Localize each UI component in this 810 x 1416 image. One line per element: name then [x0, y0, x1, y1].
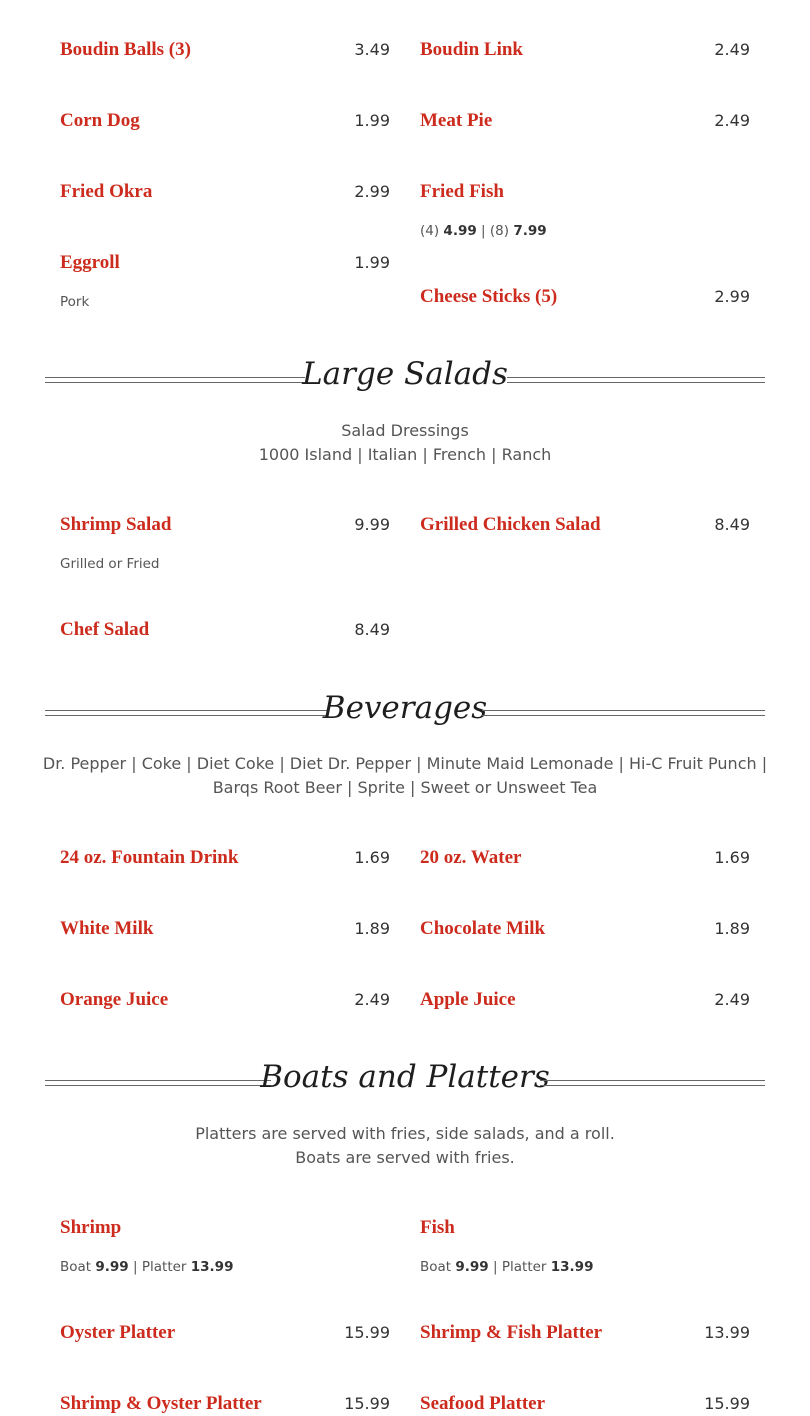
item-name: Shrimp & Oyster Platter — [60, 1393, 262, 1414]
item-name: Eggroll — [60, 252, 120, 273]
item-name: 24 oz. Fountain Drink — [60, 847, 239, 868]
item-name: Shrimp — [60, 1217, 122, 1238]
boat-note: Boats are served with fries. — [295, 1148, 515, 1167]
item-options — [420, 221, 547, 241]
item-name: Boudin Link — [420, 39, 523, 60]
separator: | — [481, 223, 486, 239]
item-price: 15.99 — [704, 1394, 750, 1413]
separator: | — [133, 1259, 138, 1275]
dressing-list: 1000 Island | Italian | French | Ranch — [258, 445, 552, 464]
item-name: Fried Okra — [60, 181, 153, 202]
separator: | — [493, 1259, 498, 1275]
item-price: 2.49 — [714, 40, 750, 59]
option-price: 9.99 — [455, 1259, 489, 1275]
beverage-list: Dr. Pepper | Coke | Diet Coke | Diet Dr. Pepper | Minute Maid Lemonade | Hi-C Fruit Punch | — [42, 754, 768, 773]
item-name: Cheese Sticks (5) — [420, 286, 558, 307]
beverage-list: Barqs Root Beer | Sprite | Sweet or Unsweet Tea — [212, 778, 598, 797]
option-price: 7.99 — [513, 223, 547, 239]
item-price: 1.99 — [354, 253, 390, 272]
item-price: 15.99 — [344, 1323, 390, 1342]
option-label: Platter — [501, 1259, 547, 1275]
divider — [540, 1080, 765, 1086]
item-price: 1.99 — [354, 111, 390, 130]
item-price: 1.69 — [714, 848, 750, 867]
item-price: 2.49 — [714, 111, 750, 130]
item-name: Corn Dog — [60, 110, 140, 131]
item-price: 9.99 — [354, 515, 390, 534]
item-price: 2.99 — [354, 182, 390, 201]
item-name: Boudin Balls (3) — [60, 39, 191, 60]
option-price: 9.99 — [95, 1259, 129, 1275]
item-description: Grilled or Fried — [60, 556, 160, 572]
option-label: Boat — [60, 1259, 92, 1275]
item-options — [420, 1257, 593, 1277]
option-label: Platter — [141, 1259, 187, 1275]
item-name: White Milk — [60, 918, 154, 939]
item-price: 1.89 — [714, 919, 750, 938]
item-options — [60, 1257, 233, 1277]
item-name: Shrimp & Fish Platter — [420, 1322, 603, 1343]
item-price: 13.99 — [704, 1323, 750, 1342]
item-name: 20 oz. Water — [420, 847, 522, 868]
dressing-label: Salad Dressings — [341, 421, 469, 440]
item-name: Chef Salad — [60, 619, 150, 640]
item-description: Pork — [60, 294, 90, 310]
option-label: (4) — [420, 223, 440, 239]
item-name: Fish — [420, 1217, 455, 1238]
item-name: Orange Juice — [60, 989, 169, 1010]
item-price: 1.89 — [354, 919, 390, 938]
item-name: Apple Juice — [420, 989, 516, 1010]
divider — [482, 710, 765, 716]
section-heading: Beverages — [322, 690, 488, 726]
divider — [507, 377, 765, 383]
section-heading: Large Salads — [302, 356, 508, 392]
item-name: Chocolate Milk — [420, 918, 546, 939]
item-name: Oyster Platter — [60, 1322, 176, 1343]
option-price: 4.99 — [443, 223, 477, 239]
platter-note: Platters are served with fries, side salads, and a roll. — [195, 1124, 615, 1143]
item-price: 2.49 — [354, 990, 390, 1009]
item-price: 15.99 — [344, 1394, 390, 1413]
option-label: (8) — [489, 223, 510, 239]
item-price: 2.99 — [714, 287, 750, 306]
section-heading: Boats and Platters — [260, 1059, 550, 1095]
item-price: 1.69 — [354, 848, 390, 867]
item-name: Grilled Chicken Salad — [420, 514, 601, 535]
option-price: 13.99 — [190, 1259, 234, 1275]
item-name: Seafood Platter — [420, 1393, 546, 1414]
item-price: 2.49 — [714, 990, 750, 1009]
item-price: 8.49 — [354, 620, 390, 639]
option-label: Boat — [420, 1259, 452, 1275]
item-name: Fried Fish — [420, 181, 504, 202]
option-price: 13.99 — [550, 1259, 594, 1275]
item-name: Meat Pie — [420, 110, 493, 131]
item-price: 8.49 — [714, 515, 750, 534]
item-name: Shrimp Salad — [60, 514, 172, 535]
item-price: 3.49 — [354, 40, 390, 59]
